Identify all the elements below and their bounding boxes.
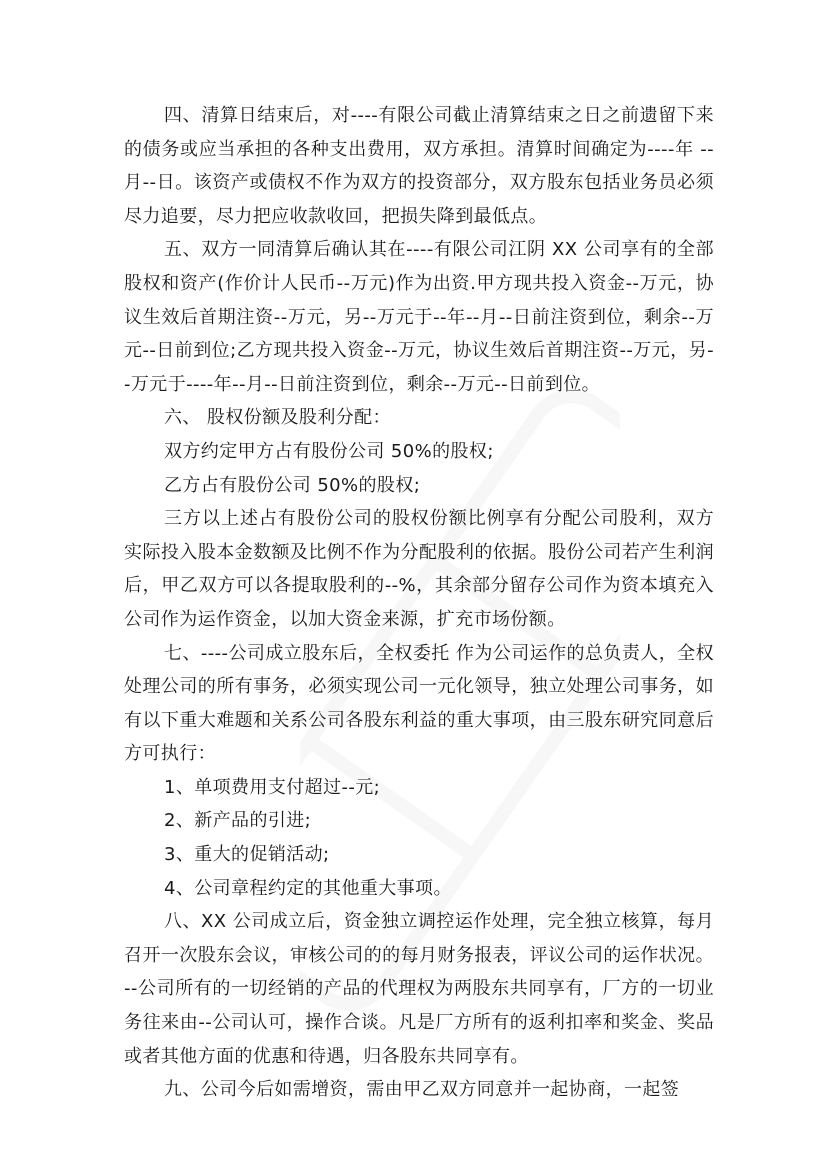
clause-7-item-4: 4、公司章程约定的其他重大事项。 — [164, 877, 452, 899]
clause-6-party-b-share: 乙方占有股份公司 50%的股权; — [164, 474, 421, 496]
clause-7-item-3: 3、重大的促销活动; — [164, 844, 330, 866]
clause-6-heading: 六、 股权份额及股利分配： — [164, 407, 391, 429]
document-body — [124, 99, 714, 1107]
clause-7-item-2: 2、新产品的引进; — [164, 810, 312, 832]
clause-9-paragraph: 九、公司今后如需增资，需由甲乙双方同意并一起协商，一起签 — [164, 1079, 680, 1101]
clause-7-paragraph: 七、----公司成立股东后，全权委托 作为公司运作的总负责人，全权处理公司的所有事务，必须实现公司一元化领导，独立处理公司事务，如有以下重大难题和关系公司各股东利益的重大事项，由三股东研究同意后方可执行： — [124, 642, 714, 765]
clause-6-dividend-paragraph: 三方以上述占有股份公司的股权份额比例享有分配公司股利，双方实际投入股本金数额及比例不作为分配股利的依据。股份公司若产生利润后，甲乙双方可以各提取股利的--%，其余部分留存公司作为资本填充入公司作为运作资金，以加大资金来源，扩充市场份额。 — [124, 508, 714, 630]
clause-6-party-a-share: 双方约定甲方占有股份公司 50%的股权; — [164, 440, 494, 462]
clause-8-paragraph: 八、XX 公司成立后，资金独立调控运作处理，完全独立核算，每月召开一次股东会议，审核公司的的每月财务报表，评议公司的运作状况。--公司所有的一切经销的产品的代理权为两股东共同享有，厂方的一切业务往来由--公司认可，操作合谈。凡是厂方所有的返利扣率和奖金、奖品或者其他方面的优惠和待遇，归各股东共同享有。 — [124, 911, 714, 1067]
clause-5-paragraph: 五、双方一同清算后确认其在----有限公司江阴 XX 公司享有的全部股权和资产(作价计人民币--万元)作为出资.甲方现共投入资金--万元，协议生效后首期注资--万元，另--万元于--年--月--日前注资到位，剩余--万元--日前到位;乙方现共投入资金--万元，协议生效后首期注资--万元，另--万元于----年--月--日前注资到位，剩余--万元--日前到位。 — [124, 239, 714, 395]
clause-4-paragraph: 四、清算日结束后，对----有限公司截止清算结束之日之前遗留下来的债务或应当承担的各种支出费用，双方承担。清算时间确定为----年 --月--日。该资产或债权不作为双方的投资部分，双方股东包括业务员必须尽力追要，尽力把应收款收回，把损失降到最低点。 — [124, 105, 714, 227]
clause-7-item-1: 1、单项费用支付超过--元; — [164, 776, 381, 798]
